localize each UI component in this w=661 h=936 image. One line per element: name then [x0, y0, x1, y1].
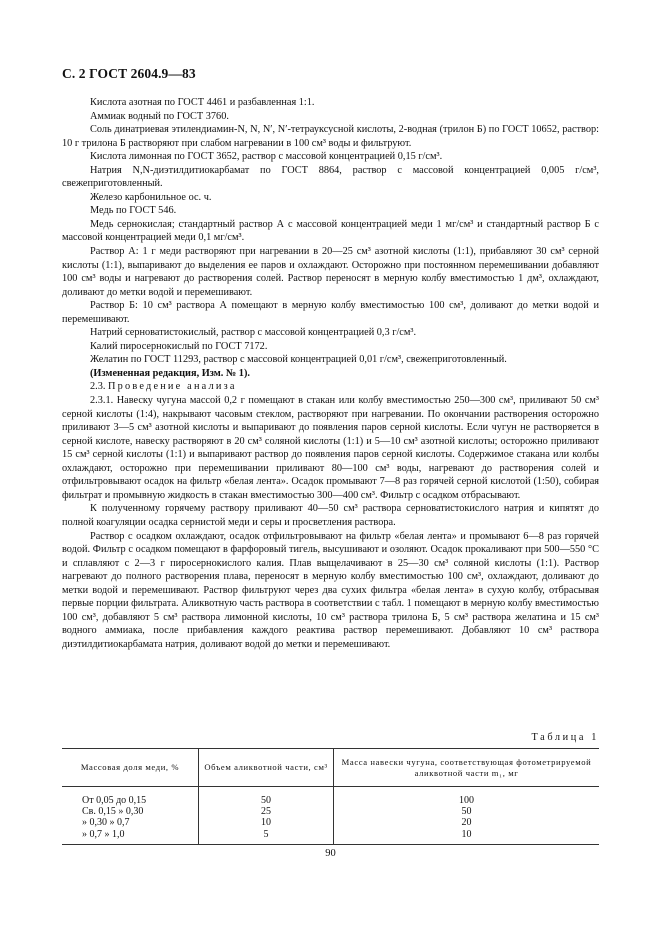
paragraph: Раствор Б: 10 см³ раствора А помещают в мерную колбу вместимостью 100 см³, доливают до метки водой и перемешивают. [62, 300, 599, 325]
column-header-copper-fraction: Массовая доля меди, % [62, 749, 199, 787]
edition-note: (Измененная редакция, Изм. № 1). [90, 367, 250, 379]
table-row [62, 806, 599, 817]
cell-sample-mass: 10 [334, 829, 600, 845]
cell-copper-fraction: Св. 0,15 » 0,30 [82, 806, 144, 818]
analysis-paragraph: 2.3.1. Навеску чугуна массой 0,2 г помещают в стакан или колбу вместимостью 250—300 см³, приливают 50 см³ серной кислоты (1:4), накрывают часовым стеклом, растворяют при нагревании. По окончании растворения осторожно приливают 3—5 см³ азотной кислоты и выпаривают до появления паров серной кислоты. Если чугун не растворяется в серной кислоте, навеску растворяют в 20 см³ соляной кислоты (1:1) и 5—10 см³ азотной кислоты; осторожно приливают 15 см³ серной кислоты (1:1) и выпаривают раствор до появления паров серной кислоты. Содержимое стакана или колбы охлаждают, осторожно при перемешивании приливают 80—100 см³ воды, нагревают до растворения солей и отфильтровывают осадок на фильтр «белая лента». Осадок промывают 7—8 раз горячей серной кислотой (1:50), собирая фильтрат и промывную жидкость в стакан вместимостью 300—400 см³. Фильтр с осадком отбрасывают. [62, 395, 599, 501]
paragraph: Натрий серноватистокислый, раствор с массовой концентрацией 0,3 г/см³. [90, 327, 417, 339]
cell-aliquot-volume: 10 [199, 817, 334, 828]
section-number: 2.3. [90, 381, 106, 393]
section-heading [62, 380, 599, 394]
paragraph: Раствор А: 1 г меди растворяют при нагревании в 20—25 см³ азотной кислоты (1:1), прибавляют 30 см³ серной кислоты (1:1), выпаривают до выделения ее паров и охлаждают. Осторожно при постоянном перемешивании добавляют 100 см³ воды и нагревают до растворения солей. Раствор переносят в мерную колбу вместимостью 1 дм³, охлаждают, доливают до метки водой и перемешивают. [62, 246, 599, 298]
cell-aliquot-volume: 50 [199, 787, 334, 807]
table-header-row [62, 749, 599, 787]
document-body [62, 96, 599, 651]
paragraph: Медь сернокислая; стандартный раствор А с массовой концентрацией меди 1 мг/см³ и стандартный раствор Б с массовой концентрацией меди 0,1 мг/см³. [62, 218, 599, 244]
paragraph: Желатин по ГОСТ 11293, раствор с массовой концентрацией 0,01 г/см³, свежеприготовленный. [90, 354, 507, 366]
cell-sample-mass: 50 [334, 806, 600, 817]
cell-copper-fraction: От 0,05 до 0,15 [82, 795, 147, 806]
paragraph: Натрия N,N-диэтилдитиокарбамат по ГОСТ 8864, раствор с массовой концентрацией 0,005 г/см³, свежеприготовленный. [62, 164, 599, 190]
cell-copper-fraction: » 0,7 » 1,0 [62, 829, 199, 845]
paragraph: Калий пиросернокислый по ГОСТ 7172. [90, 340, 268, 352]
cell-sample-mass: 100 [334, 787, 600, 807]
cell-aliquot-volume: 5 [199, 829, 334, 845]
cell-copper-fraction: » 0,30 » 0,7 [82, 817, 130, 829]
section-title: Проведение анализа [108, 381, 237, 393]
analysis-paragraph: Раствор с осадком охлаждают, осадок отфильтровывают на фильтр «белая лента» и промывают 6—8 раз горячей водой. Фильтр с осадком помещают в фарфоровый тигель, высушивают и озоляют. Осадок прокаливают при 500—550 °С и сплавляют с 2—3 г пиросернокислого калия. Плав выщелачивают в 25—30 см³ соляной кислоты (1:1). Раствор нагревают до полного растворения плава, переносят в мерную колбу вместимостью 100 см³, охлаждают, доливают до метки водой и перемешивают. Раствор фильтруют через два сухих фильтра «белая лента» в сухую колбу, отбрасывая первые порции фильтрата. Аликвотную часть раствора в соответствии с табл. 1 помещают в мерную колбу вместимостью 100 см³, добавляют 5 см³ раствора лимонной кислоты, 10 см³ раствора трилона Б, 5 см³ раствора желатина и 15 см³ водного аммиака, после прибавления каждого реактива раствор перемешивают. Добавляют 10 см³ раствора диэтилдитиокарбамата натрия, доливают водой до метки и перемешивают. [62, 530, 599, 650]
table-caption: Таблица 1 [531, 732, 599, 743]
paragraph: Кислота азотная по ГОСТ 4461 и разбавленная 1:1. [90, 97, 315, 108]
table-row [62, 829, 599, 845]
analysis-paragraph: К полученному горячему раствору приливают 40—50 см³ раствора серноватистокислого натрия и кипятят до полной коагуляции осадка сернистой меди и серы и просветления раствора. [62, 503, 599, 528]
column-header-aliquot-volume: Объем аликвотной части, см³ [199, 749, 334, 787]
table-row [62, 787, 599, 807]
paragraph: Кислота лимонная по ГОСТ 3652, раствор с массовой концентрацией 0,15 г/см³. [90, 151, 443, 163]
paragraph: Медь по ГОСТ 546. [90, 205, 177, 217]
table-row [62, 817, 599, 828]
paragraph: Соль динатриевая этилендиамин-N, N, N′, N′-тетрауксусной кислоты, 2-водная (трилон Б) по ГОСТ 10652, раствор: 10 г трилона Б растворяют при слабом нагревании в 100 см³ воды и фильтруют. [62, 124, 599, 149]
cell-aliquot-volume: 25 [199, 806, 334, 817]
page-number: 90 [325, 848, 336, 859]
cell-sample-mass: 20 [334, 817, 600, 828]
page-header: С. 2 ГОСТ 2604.9—83 [62, 66, 196, 81]
data-table [62, 748, 599, 845]
column-header-sample-mass: Масса навески чугуна, соответствующая фотометрируемой аликвотной части m₁, мг [334, 749, 600, 787]
paragraph: Железо карбонильное ос. ч. [90, 191, 212, 203]
paragraph: Аммиак водный по ГОСТ 3760. [90, 110, 229, 122]
